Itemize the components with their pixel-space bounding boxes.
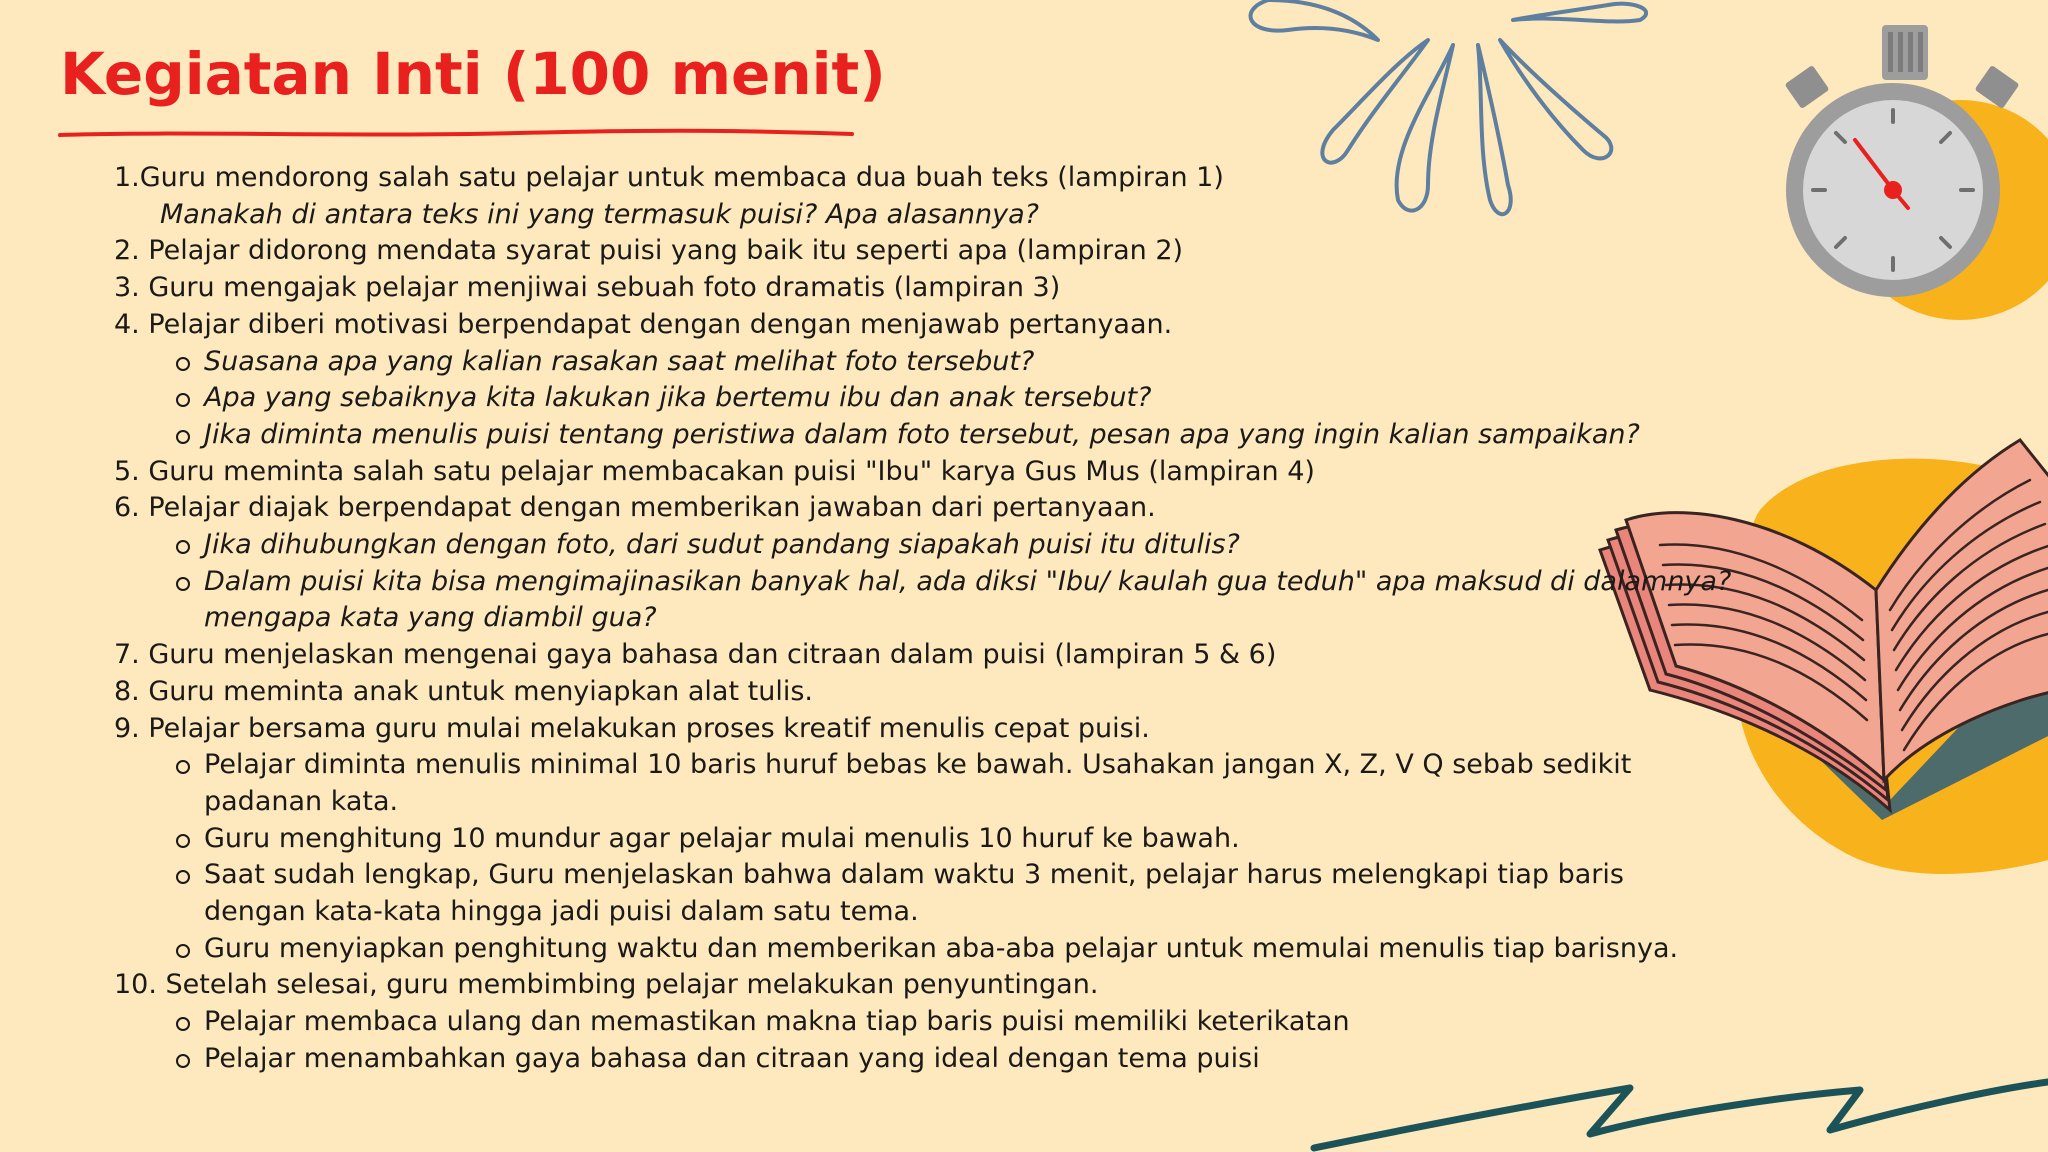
bullet-item [114, 1004, 1574, 1041]
list-item: 10. Setelah selesai, guru membimbing pelajar melakukan penyuntingan. [114, 969, 1099, 1001]
bullet-circle-icon [176, 870, 190, 884]
bullet-continuation: dengan kata-kata hingga jadi puisi dalam satu tema. [204, 896, 919, 928]
list-item: 3. Guru mengajak pelajar menjiwai sebuah foto dramatis (lampiran 3) [114, 272, 1061, 304]
bullet-text: Pelajar membaca ulang dan memastikan makna tiap baris puisi memiliki keterikatan [204, 1006, 1350, 1038]
bullet-item [114, 747, 1632, 784]
title-underline [58, 126, 858, 142]
stopwatch-icon [1760, 20, 2048, 330]
bullet-text: Saat sudah lengkap, Guru menjelaskan bahwa dalam waktu 3 menit, pelajar harus melengkapi tiap baris [204, 859, 1624, 891]
bullet-item [114, 564, 1732, 601]
list-item: 8. Guru meminta anak untuk menyiapkan alat tulis. [114, 675, 813, 707]
bullet-circle-icon [176, 577, 190, 591]
bullet-continuation: mengapa kata yang diambil gua? [204, 602, 657, 634]
list-item: 5. Guru meminta salah satu pelajar membacakan puisi "Ibu" karya Gus Mus (lampiran 4) [114, 455, 1315, 487]
bullet-item [114, 1041, 1574, 1078]
bullet-circle-icon [176, 834, 190, 848]
list-item: 4. Pelajar diberi motivasi berpendapat dengan dengan menjawab pertanyaan. [114, 308, 1173, 340]
bullet-circle-icon [176, 1017, 190, 1031]
bullet-circle-icon [176, 944, 190, 958]
list-item: 7. Guru menjelaskan mengenai gaya bahasa dan citraan dalam puisi (lampiran 5 & 6) [114, 639, 1277, 671]
bullet-item [114, 417, 1640, 454]
bullet-circle-icon [176, 540, 190, 554]
bullet-text: Pelajar menambahkan gaya bahasa dan citraan yang ideal dengan tema puisi [204, 1042, 1260, 1074]
list-subline: Manakah di antara teks ini yang termasuk puisi? Apa alasannya? [160, 198, 1039, 230]
bullet-item [114, 931, 1679, 968]
list-item: 6. Pelajar diajak berpendapat dengan memberikan jawaban dari pertanyaan. [114, 492, 1156, 524]
bullet-text: Jika diminta menulis puisi tentang peristiwa dalam foto tersebut, pesan apa yang ingin kalian sampaikan? [204, 418, 1640, 450]
list-item: 1.Guru mendorong salah satu pelajar untuk membaca dua buah teks (lampiran 1) [114, 162, 1224, 193]
bullet-item [114, 857, 1624, 894]
bullet-text: Apa yang sebaiknya kita lakukan jika bertemu ibu dan anak tersebut? [204, 382, 1152, 414]
slide-title: Kegiatan Inti (100 menit) [60, 40, 886, 108]
bullet-circle-icon [176, 760, 190, 774]
bullet-circle-icon [176, 1054, 190, 1068]
activity-list [114, 160, 1732, 1078]
bullet-circle-icon [176, 393, 190, 407]
bullet-text: Jika dihubungkan dengan foto, dari sudut pandang siapakah puisi itu ditulis? [204, 529, 1240, 561]
bullet-text: Guru menghitung 10 mundur agar pelajar mulai menulis 10 huruf ke bawah. [204, 822, 1240, 854]
bullet-text: Pelajar diminta menulis minimal 10 baris huruf bebas ke bawah. Usahakan jangan X, Z, V Q sebab sedikit [204, 749, 1632, 781]
bullet-text: Dalam puisi kita bisa mengimajinasikan banyak hal, ada diksi "Ibu/ kaulah gua teduh" apa maksud di dalamnya? [204, 565, 1732, 597]
bullet-item [114, 527, 1574, 564]
bullet-circle-icon [176, 430, 190, 444]
open-book-icon [1590, 430, 2048, 890]
bullet-text: Guru menyiapkan penghitung waktu dan memberikan aba-aba pelajar untuk memulai menulis tiap barisnya. [204, 932, 1679, 964]
list-item: 9. Pelajar bersama guru mulai melakukan proses kreatif menulis cepat puisi. [114, 712, 1150, 744]
bullet-continuation: padanan kata. [204, 785, 399, 817]
bullet-item [114, 821, 1574, 858]
list-item: 2. Pelajar didorong mendata syarat puisi yang baik itu seperti apa (lampiran 2) [114, 235, 1184, 267]
bullet-item [114, 380, 1574, 417]
bullet-text: Suasana apa yang kalian rasakan saat melihat foto tersebut? [204, 345, 1035, 377]
bullet-item [114, 344, 1574, 381]
zigzag-line [1300, 1070, 2048, 1152]
bullet-circle-icon [176, 357, 190, 371]
